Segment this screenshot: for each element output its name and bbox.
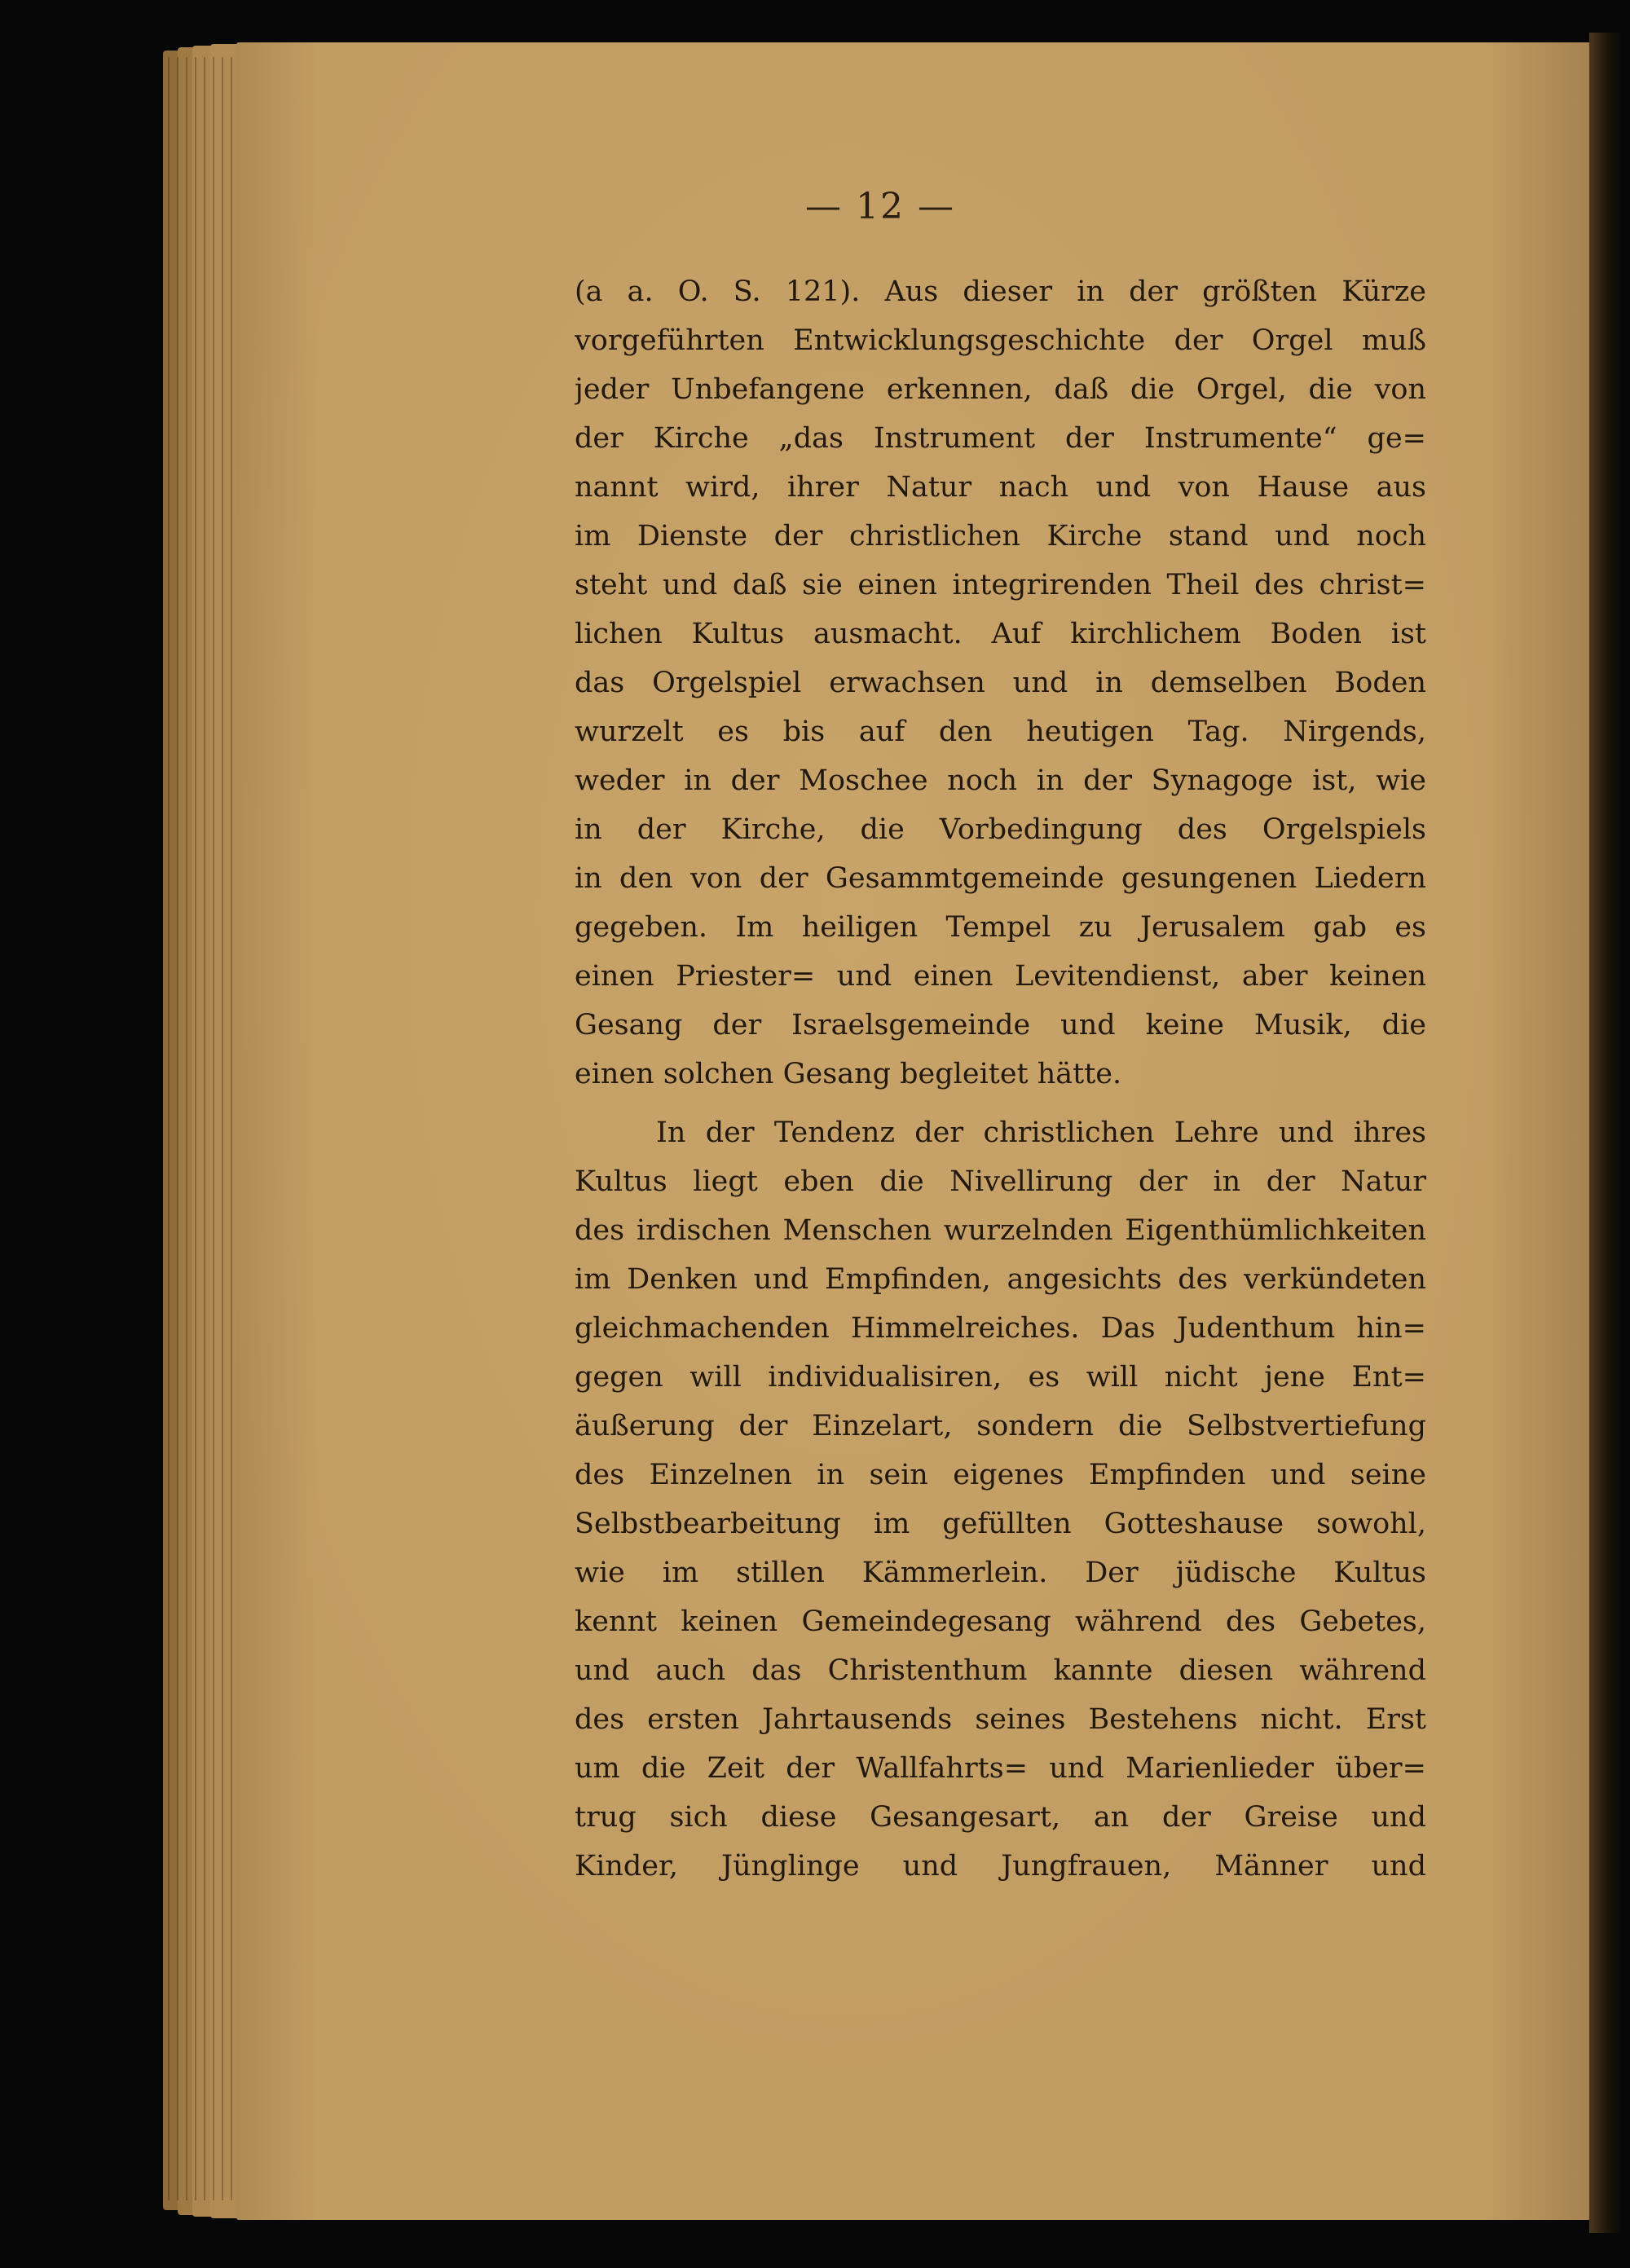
book-spine xyxy=(1589,33,1622,2233)
text-line: nannt wird, ihrer Natur nach und von Hause aus xyxy=(575,471,1426,504)
text-line: des ersten Jahrtausends seines Bestehens nicht. Erst xyxy=(575,1703,1426,1736)
text-line: einen solchen Gesang begleitet hätte. xyxy=(575,1058,1122,1090)
text-line: um die Zeit der Wallfahrts= und Marienlieder über= xyxy=(575,1752,1426,1785)
text-line: das Orgelspiel erwachsen und in demselben Boden xyxy=(575,667,1426,699)
text-line: gegeben. Im heiligen Tempel zu Jerusalem gab es xyxy=(575,911,1426,944)
text-line: Kultus liegt eben die Nivellirung der in der Natur xyxy=(575,1165,1426,1198)
text-line: Selbstbearbeitung im gefüllten Gotteshause sowohl, xyxy=(575,1508,1426,1540)
text-line: im Denken und Empfinden, angesichts des verkündeten xyxy=(575,1263,1426,1296)
text-line: äußerung der Einzelart, sondern die Selbstvertiefung xyxy=(575,1410,1426,1442)
text-line: in der Kirche, die Vorbedingung des Orgelspiels xyxy=(575,813,1426,846)
text-line: einen Priester= und einen Levitendienst, aber keinen xyxy=(575,960,1426,993)
text-line: kennt keinen Gemeindegesang während des Gebetes, xyxy=(575,1605,1426,1638)
text-line: jeder Unbefangene erkennen, daß die Orgel, die von xyxy=(575,373,1426,406)
text-line: und auch das Christenthum kannte diesen während xyxy=(575,1654,1426,1687)
text-line: trug sich diese Gesangesart, an der Greise und xyxy=(575,1801,1426,1834)
text-line: vorgeführten Entwicklungsgeschichte der Orgel muß xyxy=(575,324,1426,357)
text-line: im Dienste der christlichen Kirche stand und noch xyxy=(575,520,1426,553)
text-line: gegen will individualisiren, es will nicht jene Ent= xyxy=(575,1361,1426,1394)
text-line: gleichmachenden Himmelreiches. Das Judenthum hin= xyxy=(575,1312,1426,1345)
text-line: Kinder, Jünglinge und Jungfrauen, Männer und xyxy=(575,1850,1426,1883)
text-line: weder in der Moschee noch in der Synagoge ist, wie xyxy=(575,764,1426,797)
text-line: In der Tendenz der christlichen Lehre und ihres xyxy=(656,1116,1426,1149)
text-line: des Einzelnen in sein eigenes Empfinden und seine xyxy=(575,1459,1426,1491)
text-line: des irdischen Menschen wurzelnden Eigenthümlichkeiten xyxy=(575,1214,1426,1247)
text-line: steht und daß sie einen integrirenden Theil des christ= xyxy=(575,569,1426,601)
text-line: wie im stillen Kämmerlein. Der jüdische Kultus xyxy=(575,1557,1426,1589)
body-text xyxy=(575,267,1426,1891)
text-line: in den von der Gesammtgemeinde gesungenen Liedern xyxy=(575,862,1426,895)
text-line: lichen Kultus ausmacht. Auf kirchlichem Boden ist xyxy=(575,618,1426,650)
page-stack-lines xyxy=(168,57,233,2200)
page-number: — 12 — xyxy=(805,186,955,227)
text-line: der Kirche „das Instrument der Instrumente“ ge= xyxy=(575,422,1426,455)
text-line: wurzelt es bis auf den heutigen Tag. Nirgends, xyxy=(575,716,1426,748)
text-line: Gesang der Israelsgemeinde und keine Musik, die xyxy=(575,1009,1426,1042)
text-line: (a a. O. S. 121). Aus dieser in der größten Kürze xyxy=(575,275,1426,308)
paragraph-gap xyxy=(575,1099,1426,1108)
